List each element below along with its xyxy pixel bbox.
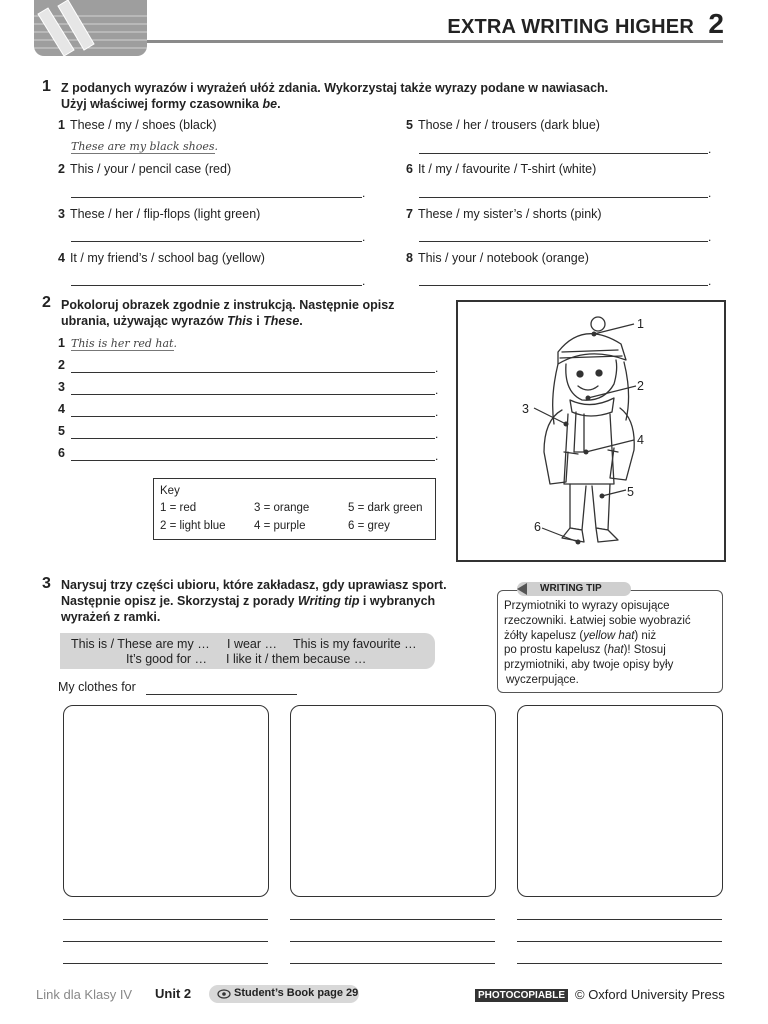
period: . <box>435 405 439 419</box>
tip-line: wyczerpujące. <box>506 673 579 686</box>
tip-line: rzeczowniki. Łatwiej sobie wyobrazić <box>504 614 691 627</box>
girl-illustration[interactable] <box>458 302 720 556</box>
instruction-line: Użyj właściwej formy czasownika be. <box>61 97 281 111</box>
answer-line[interactable] <box>63 941 268 942</box>
callout-label: 5 <box>627 485 634 499</box>
answer-line[interactable] <box>71 372 435 373</box>
ex1-item: 3 These / her / flip-flops (light green) <box>58 207 261 221</box>
exercise-3-number: 3 <box>42 575 51 592</box>
phrase: It’s good for … <box>126 652 208 666</box>
answer-line[interactable] <box>517 963 722 964</box>
callout-label: 2 <box>637 379 644 393</box>
writing-tip-text <box>504 599 716 688</box>
pencils-icon <box>34 0 147 56</box>
instruction-line: wyrażeń z ramki. <box>61 610 161 624</box>
instruction-line: Pokoloruj obrazek zgodnie z instrukcją. Następnie opisz <box>61 298 395 312</box>
answer-line[interactable] <box>290 963 495 964</box>
period: . <box>708 142 712 156</box>
answer-line[interactable] <box>71 394 435 395</box>
unit-label: Unit 2 <box>155 986 192 1001</box>
period: . <box>435 361 439 375</box>
ex1-example-answer: These are my black shoes. <box>71 140 218 153</box>
ex1-item: 2 This / your / pencil case (red) <box>58 162 232 176</box>
pencil-tip-icon <box>517 582 529 596</box>
period: . <box>362 274 366 288</box>
answer-line[interactable] <box>71 241 362 242</box>
unit-number: 2 <box>708 8 724 39</box>
publisher-credit: © Oxford University Press <box>575 987 725 1002</box>
phrase: This is my favourite … <box>293 637 417 651</box>
instruction-line: Następnie opisz je. Skorzystaj z porady Writing tip i wybranych <box>61 594 436 608</box>
answer-line[interactable] <box>71 197 362 198</box>
ex2-blank-number: 4 <box>58 402 65 416</box>
ex1-item: 7 These / my sister’s / shorts (pink) <box>406 207 602 221</box>
period: . <box>362 230 366 244</box>
answer-line[interactable] <box>63 919 268 920</box>
instruction-line: ubrania, używając wyrazów This i These. <box>61 314 303 328</box>
callout-label: 1 <box>637 317 644 331</box>
key-title: Key <box>160 485 180 497</box>
answer-line[interactable] <box>517 919 722 920</box>
phrase: This is / These are my … <box>71 637 210 651</box>
answer-line[interactable] <box>419 197 708 198</box>
ex1-item: 4 It / my friend’s / school bag (yellow) <box>58 251 265 265</box>
exercise-3-instruction <box>61 577 447 625</box>
page-title: EXTRA WRITING HIGHER <box>447 16 694 38</box>
exercise-2-instruction <box>61 297 394 329</box>
tip-line: Przymiotniki to wyrazy opisujące <box>504 600 670 612</box>
ex1-item: 6 It / my / favourite / T-shirt (white) <box>406 162 597 176</box>
instruction-line: Narysuj trzy części ubioru, które zakładasz, gdy uprawiasz sport. <box>61 578 447 592</box>
tip-line: przymiotniki, aby twoje opisy były <box>504 659 674 672</box>
example-underline <box>71 350 174 351</box>
course-name: Link dla Klasy IV <box>36 987 133 1002</box>
period: . <box>435 383 439 397</box>
ex2-blank-number: 6 <box>58 446 65 460</box>
key-entry: 3 = orange <box>254 502 310 514</box>
period: . <box>708 274 712 288</box>
drawing-box-3[interactable] <box>517 705 723 897</box>
answer-line[interactable] <box>419 285 708 286</box>
key-entry: 2 = light blue <box>160 520 226 532</box>
answer-line[interactable] <box>517 941 722 942</box>
ex2-blank-number: 5 <box>58 424 65 438</box>
answer-line[interactable] <box>63 963 268 964</box>
answer-line[interactable] <box>290 919 495 920</box>
ex2-blank-number: 3 <box>58 380 65 394</box>
key-entry: 6 = grey <box>348 520 390 532</box>
exercise-1-number: 1 <box>42 78 51 95</box>
my-clothes-prompt: My clothes for <box>58 680 136 694</box>
students-book-ref: Student’s Book page 29 <box>234 987 359 999</box>
period: . <box>435 449 439 463</box>
period: . <box>708 230 712 244</box>
answer-line[interactable] <box>71 438 435 439</box>
header-pencils-graphic <box>34 0 147 56</box>
exercise-2-number: 2 <box>42 294 51 311</box>
callout-label: 4 <box>637 433 644 447</box>
phrase: I wear … <box>227 637 278 651</box>
header-rule <box>147 40 723 43</box>
key-entry: 1 = red <box>160 502 197 514</box>
answer-line[interactable] <box>71 460 435 461</box>
tip-line: po prostu kapelusz (hat)! Stosuj <box>504 644 666 657</box>
answer-line[interactable] <box>71 285 362 286</box>
key-entry: 4 = purple <box>254 520 306 532</box>
period: . <box>435 427 439 441</box>
ex1-item: 8 This / your / notebook (orange) <box>406 251 589 265</box>
ex1-item: 1 These / my / shoes (black) <box>58 118 217 132</box>
writing-tip-label: WRITING TIP <box>540 583 602 594</box>
ex2-example-number: 1 <box>58 336 65 350</box>
period: . <box>708 186 712 200</box>
tip-line: żółty kapelusz (yellow hat) niż <box>504 629 657 642</box>
photocopiable-badge: PHOTOCOPIABLE <box>475 989 568 1002</box>
example-underline <box>71 153 215 154</box>
sport-input-line[interactable] <box>146 694 297 695</box>
exercise-1-instruction <box>61 80 608 112</box>
drawing-box-2[interactable] <box>290 705 496 897</box>
eye-icon <box>217 989 231 999</box>
callout-label: 6 <box>534 520 541 534</box>
answer-line[interactable] <box>290 941 495 942</box>
answer-line[interactable] <box>419 153 708 154</box>
phrase: I like it / them because … <box>226 652 367 666</box>
instruction-line: Z podanych wyrazów i wyrażeń ułóż zdania. Wykorzystaj także wyrazy podane w nawiasach. <box>61 81 609 95</box>
answer-line[interactable] <box>71 416 435 417</box>
ex1-item: 5 Those / her / trousers (dark blue) <box>406 118 600 132</box>
period: . <box>362 186 366 200</box>
callout-label: 3 <box>522 402 529 416</box>
ex2-example-answer: This is her red hat. <box>71 337 177 350</box>
ex2-blank-number: 2 <box>58 358 65 372</box>
key-entry: 5 = dark green <box>348 502 423 514</box>
answer-line[interactable] <box>419 241 708 242</box>
drawing-box-1[interactable] <box>63 705 269 897</box>
